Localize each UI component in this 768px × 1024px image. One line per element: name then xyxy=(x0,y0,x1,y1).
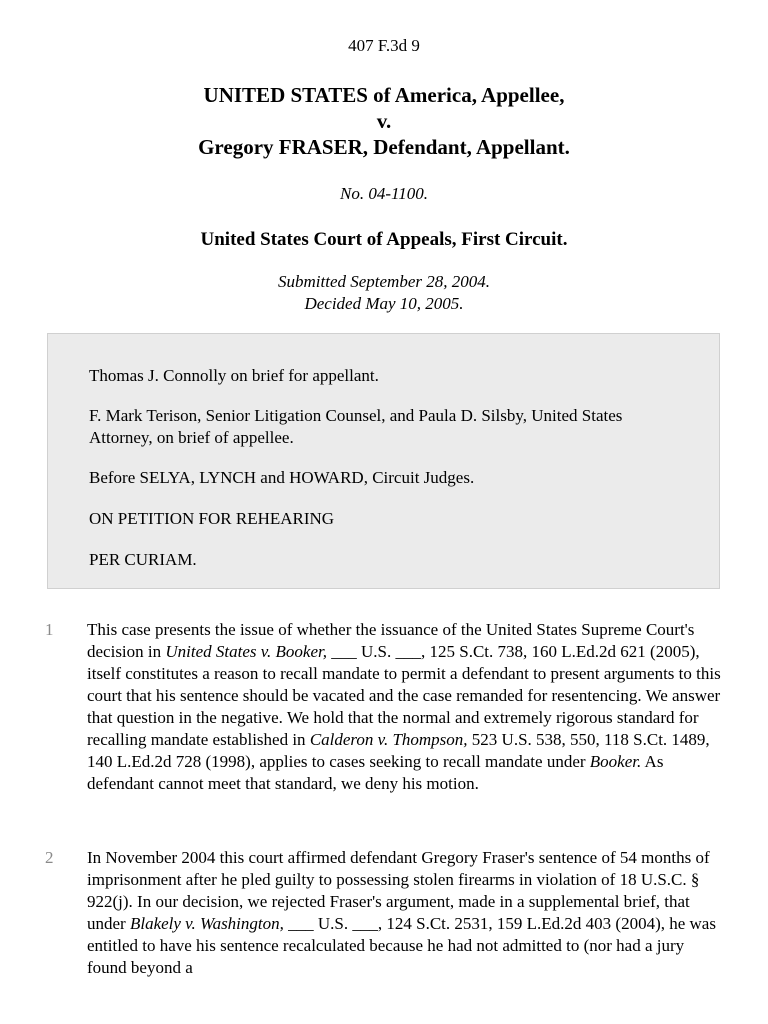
case-citation: Booker. xyxy=(589,752,642,771)
appellant-counsel: Thomas J. Connolly on brief for appellant. xyxy=(89,366,379,385)
paragraph-text xyxy=(87,619,727,795)
judges-panel: Before SELYA, LYNCH and HOWARD, Circuit Judges. xyxy=(89,468,475,487)
text-segment: ___ U.S. ___, 125 S.Ct. 738, 160 L.Ed.2d 621 (2005), itself constitutes a reason to recall mandate to permit a defendant to present arguments to this court that his sentence should be vacated and the case remanded for resentencing. We answer that question in the negative. We hold that the normal and extremely rigorous standard for recalling mandate established in xyxy=(87,642,721,749)
paragraph-number: 2 xyxy=(45,848,54,867)
text-segment: ___ U.S. ___, 124 S.Ct. 2531, 159 L.Ed.2d 403 (2004), he was entitled to have his sentence recalculated because he had not admitted to (nor had a jury found beyond a xyxy=(87,914,716,977)
paragraph-number: 1 xyxy=(45,620,54,639)
docket-number: No. 04-1100. xyxy=(340,184,428,203)
petition-heading: ON PETITION FOR REHEARING xyxy=(89,509,335,528)
text-segment: In November 2004 this court affirmed defendant Gregory Fraser's sentence of 54 months of imprisonment after he pled guilty to possessing stolen firearms in violation of 18 U.S.C. § 922(j). In our decision, we rejected Fraser's argument, made in a supplemental brief, that under xyxy=(87,848,710,933)
court-name: United States Court of Appeals, First Circuit. xyxy=(200,229,568,250)
citation: 407 F.3d 9 xyxy=(348,36,420,55)
text-segment: As defendant cannot meet that standard, we deny his motion. xyxy=(87,752,664,793)
caption-appellant: Gregory FRASER, Defendant, Appellant. xyxy=(198,135,570,159)
submitted-date: Submitted September 28, 2004. xyxy=(278,272,490,291)
text-segment: This case presents the issue of whether the issuance of the United States Supreme Court's decision in xyxy=(87,620,695,661)
paragraph-text xyxy=(87,847,727,979)
case-citation: Blakely v. Washington, xyxy=(129,914,284,933)
headnote-box xyxy=(47,333,720,589)
case-citation: Calderon v. Thompson, xyxy=(309,730,468,749)
case-citation: United States v. Booker, xyxy=(165,642,328,661)
decided-date: Decided May 10, 2005. xyxy=(304,294,464,313)
case-dates xyxy=(0,271,768,315)
caption-appellee: UNITED STATES of America, Appellee, xyxy=(203,83,565,107)
case-caption xyxy=(0,82,768,160)
appellee-counsel: F. Mark Terison, Senior Litigation Counsel, and Paula D. Silsby, United States Attorney, on brief of appellee. xyxy=(89,406,623,447)
caption-versus: v. xyxy=(376,109,392,133)
per-curiam: PER CURIAM. xyxy=(89,550,197,569)
text-segment: 523 U.S. 538, 550, 118 S.Ct. 1489, 140 L.Ed.2d 728 (1998), applies to cases seeking to recall mandate under xyxy=(87,730,710,771)
